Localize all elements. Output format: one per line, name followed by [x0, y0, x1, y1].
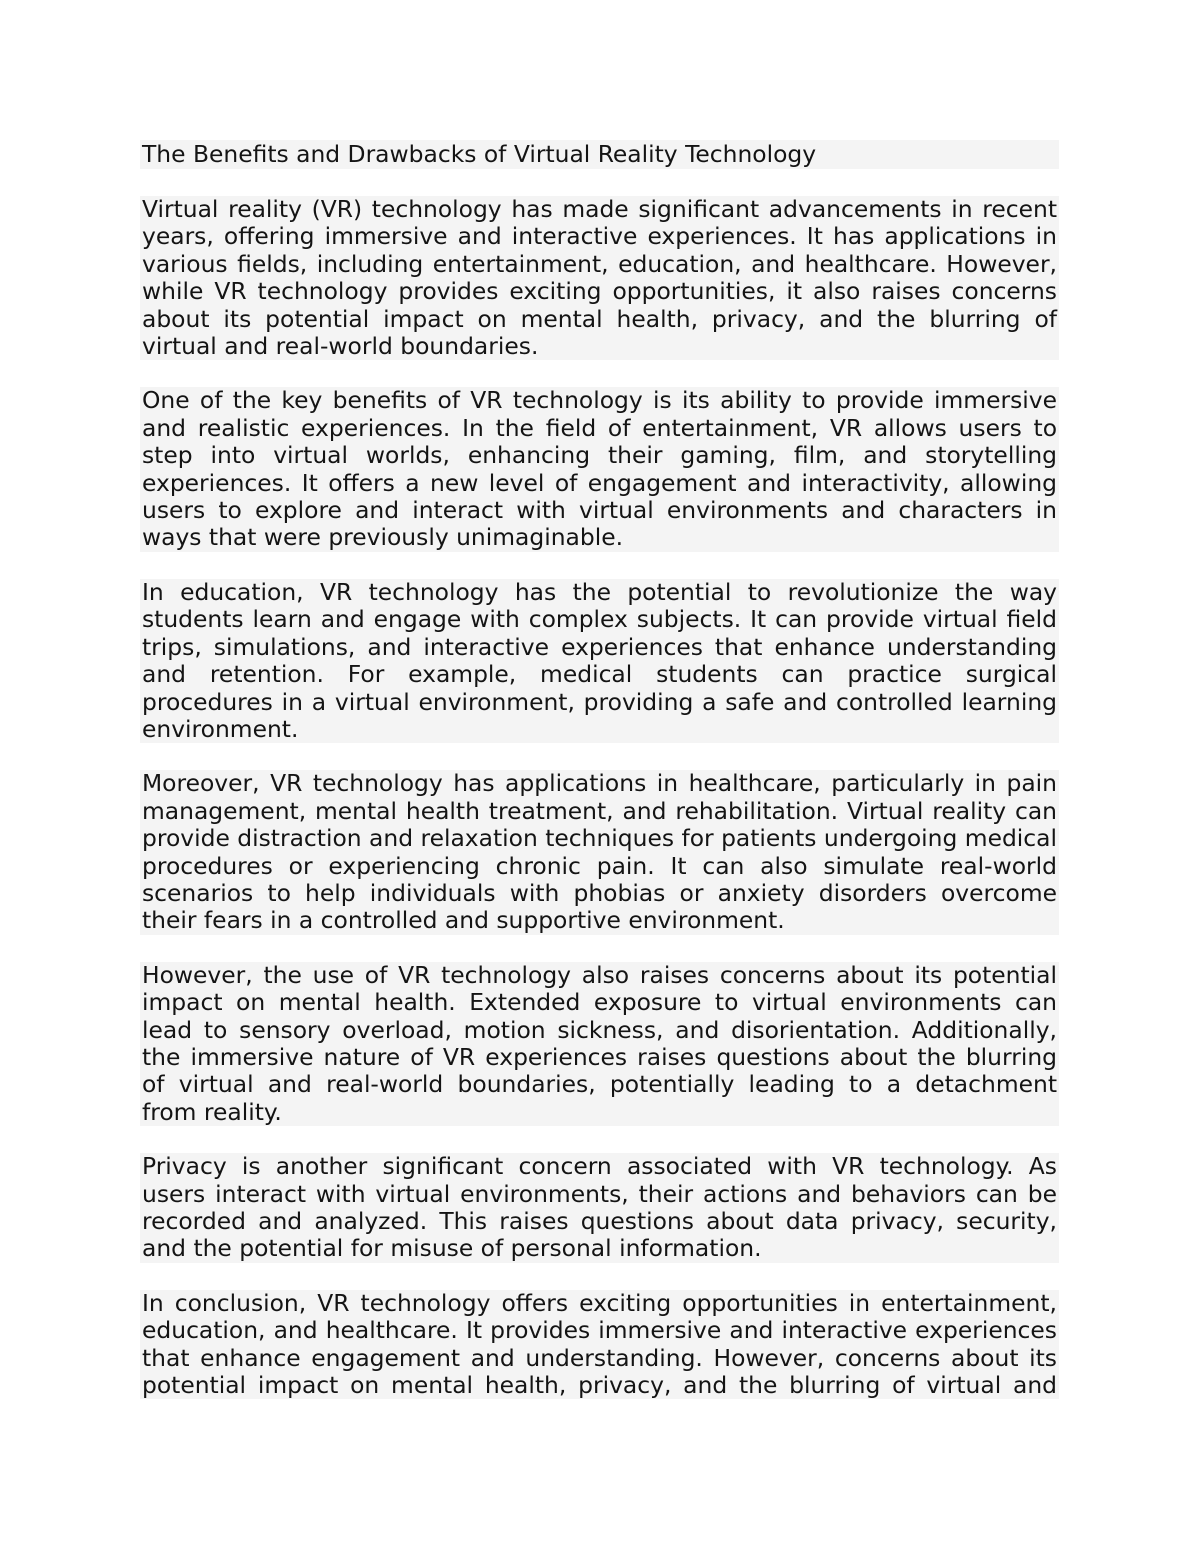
paragraph-healthcare: Moreover, VR technology has applications in healthcare, particularly in pain management, mental health treatment, and rehabilitation. Virtual reality can provide distraction and relaxation techniques for patients undergoing medical procedures or experiencing chronic pain. It can also simulate real-world scenarios to help individuals with phobias or anxiety disorders overcome their fears in a controlled and supportive environment.	[142, 769, 1057, 935]
paragraph-conclusion: In conclusion, VR technology offers exciting opportunities in entertainment, education, and healthcare. It provides immersive and interactive experiences that enhance engagement and understanding. However, concerns about its potential impact on mental health, privacy, and the blurring of virtual and	[142, 1289, 1057, 1400]
paragraph-introduction: Virtual reality (VR) technology has made significant advancements in recent years, offering immersive and interactive experiences. It has applications in various fields, including entertainment, education, and healthcare. However, while VR technology provides exciting opportunities, it also raises concerns about its potential impact on mental health, privacy, and the blurring of virtual and real-world boundaries.	[142, 195, 1057, 361]
paragraph-mental-health-concerns: However, the use of VR technology also raises concerns about its potential impact on mental health. Extended exposure to virtual environments can lead to sensory overload, motion sickness, and disorientation. Additionally, the immersive nature of VR experiences raises questions about the blurring of virtual and real-world boundaries, potentially leading to a detachment from reality.	[142, 960, 1057, 1126]
paragraph-entertainment-benefits: One of the key benefits of VR technology is its ability to provide immersive and realistic experiences. In the field of entertainment, VR allows users to step into virtual worlds, enhancing their gaming, film, and storytelling experiences. It offers a new level of engagement and interactivity, allowing users to explore and interact with virtual environments and characters in ways that were previously unimaginable.	[142, 386, 1057, 552]
paragraph-education: In education, VR technology has the potential to revolutionize the way students learn and engage with complex subjects. It can provide virtual field trips, simulations, and interactive experiences that enhance understanding and retention. For example, medical students can practice surgical procedures in a virtual environment, providing a safe and controlled learning environment.	[142, 577, 1057, 743]
document-body	[140, 140, 1059, 1399]
paragraph-privacy-concerns: Privacy is another significant concern associated with VR technology. As users interact with virtual environments, their actions and behaviors can be recorded and analyzed. This raises questions about data privacy, security, and the potential for misuse of personal information.	[142, 1152, 1057, 1263]
document-title: The Benefits and Drawbacks of Virtual Reality Technology	[140, 140, 1059, 169]
